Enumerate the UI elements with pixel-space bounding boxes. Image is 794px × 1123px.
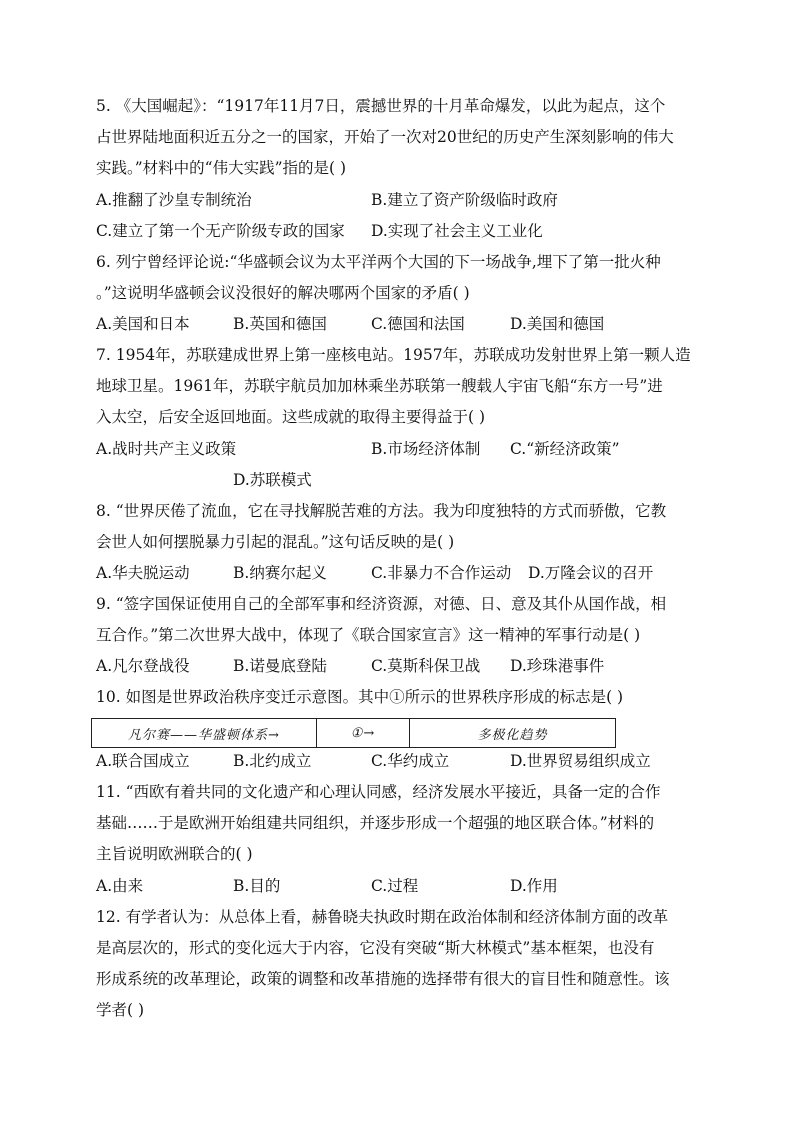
q12-line-4: 学者( ) xyxy=(96,1001,145,1019)
q9-option-c[interactable]: C.莫斯科保卫战 xyxy=(371,657,481,675)
q5-option-c[interactable]: C.建立了第一个无产阶级专政的国家 xyxy=(96,222,345,240)
q6-option-a[interactable]: A.美国和日本 xyxy=(96,315,190,333)
q10-option-c[interactable]: C.华约成立 xyxy=(371,752,450,770)
world-order-diagram xyxy=(91,718,616,748)
q5-line-3: 实践。”材料中的“伟大实践”指的是( ) xyxy=(96,159,347,177)
q10-option-b[interactable]: B.北约成立 xyxy=(233,752,312,770)
diagram-cell-multipolar: 多极化趋势 xyxy=(477,727,548,743)
q11-line-1: 11. “西欧有着共同的文化遗产和心理认同感，经济发展水平接近，具备一定的合作 xyxy=(96,783,661,801)
q8-option-d[interactable]: D.万隆会议的召开 xyxy=(528,564,654,582)
q8-line-2: 会世人如何摆脱暴力引起的混乱。”这句话反映的是( ) xyxy=(96,533,455,551)
q9-option-a[interactable]: A.凡尔登战役 xyxy=(96,657,190,675)
q9-option-b[interactable]: B.诺曼底登陆 xyxy=(233,657,327,675)
q11-option-a[interactable]: A.由来 xyxy=(96,877,144,895)
q6-option-c[interactable]: C.德国和法国 xyxy=(371,315,465,333)
q11-line-2: 基础……于是欧洲开始组建共同组织，并逐步形成一个超强的地区联合体。”材料的 xyxy=(96,814,655,832)
q11-option-c[interactable]: C.过程 xyxy=(371,877,419,895)
q7-line-3: 入太空，后安全返回地面。这些成就的取得主要得益于( ) xyxy=(96,408,486,426)
q7-option-d[interactable]: D.苏联模式 xyxy=(233,471,312,489)
q9-line-2: 互合作。”第二次世界大战中，体现了《联合国家宣言》这一精神的军事行动是( ) xyxy=(96,626,641,644)
q6-option-b[interactable]: B.英国和德国 xyxy=(233,315,327,333)
q8-option-c[interactable]: C.非暴力不合作运动 xyxy=(371,564,512,582)
q7-option-b[interactable]: B.市场经济体制 xyxy=(371,440,481,458)
q7-option-c[interactable]: C.“新经济政策” xyxy=(510,440,620,458)
q11-option-b[interactable]: B.目的 xyxy=(233,877,281,895)
q9-line-1: 9. “签字国保证使用自己的全部军事和经济资源，对德、日、意及其仆从国作战，相 xyxy=(96,595,667,613)
q12-line-3: 形成系统的改革理论，政策的调整和改革措施的选择带有很大的盲目性和随意性。该 xyxy=(96,970,670,988)
q5-option-a[interactable]: A.推翻了沙皇专制统治 xyxy=(96,191,252,209)
q5-line-2: 占世界陆地面积近五分之一的国家，开始了一次对20世纪的历史产生深刻影响的伟大 xyxy=(96,128,674,146)
q7-line-2: 地球卫星。1961年，苏联宇航员加加林乘坐苏联第一艘载人宇宙飞船“东方一号”进 xyxy=(96,377,663,395)
q11-line-3: 主旨说明欧洲联合的( ) xyxy=(96,845,253,863)
q5-option-b[interactable]: B.建立了资产阶级临时政府 xyxy=(371,191,558,209)
q7-option-a[interactable]: A.战时共产主义政策 xyxy=(96,440,237,458)
q10-option-a[interactable]: A.联合国成立 xyxy=(96,752,190,770)
diagram-cell-versailles-washington: 凡尔赛——华盛顿体系→ xyxy=(92,719,317,747)
q10-option-d[interactable]: D.世界贸易组织成立 xyxy=(510,752,651,770)
q12-line-2: 是高层次的，形式的变化远大于内容，它没有突破“斯大林模式”基本框架，也没有 xyxy=(96,939,655,957)
q6-line-1: 6. 列宁曾经评论说:“华盛顿会议为太平洋两个大国的下一场战争,埋下了第一批火种 xyxy=(96,253,661,271)
q7-line-1: 7. 1954年，苏联建成世界上第一座核电站。1957年，苏联成功发射世界上第一颗人造 xyxy=(96,346,691,364)
q12-line-1: 12. 有学者认为：从总体上看，赫鲁晓夫执政时期在政治体制和经济体制方面的改革 xyxy=(96,908,669,926)
q10-line-1: 10. 如图是世界政治秩序变迁示意图。其中①所示的世界秩序形成的标志是( ) xyxy=(96,688,624,706)
q11-option-d[interactable]: D.作用 xyxy=(510,877,558,895)
q8-option-a[interactable]: A.华夫脱运动 xyxy=(96,564,190,582)
q6-line-2: 。”这说明华盛顿会议没很好的解决哪两个国家的矛盾( ) xyxy=(96,284,470,302)
q9-option-d[interactable]: D.珍珠港事件 xyxy=(510,657,605,675)
q5-option-d[interactable]: D.实现了社会主义工业化 xyxy=(371,222,543,240)
q8-option-b[interactable]: B.纳赛尔起义 xyxy=(233,564,327,582)
q8-line-1: 8. “世界厌倦了流血，它在寻找解脱苦难的方法。我为印度独特的方式而骄傲，它教 xyxy=(96,502,667,520)
diagram-cell-blank-1: ①→ xyxy=(317,719,410,747)
q5-line-1: 5. 《大国崛起》：“1917年11月7日，震撼世界的十月革命爆发，以此为起点，这个 xyxy=(96,97,666,115)
q6-option-d[interactable]: D.美国和德国 xyxy=(510,315,605,333)
